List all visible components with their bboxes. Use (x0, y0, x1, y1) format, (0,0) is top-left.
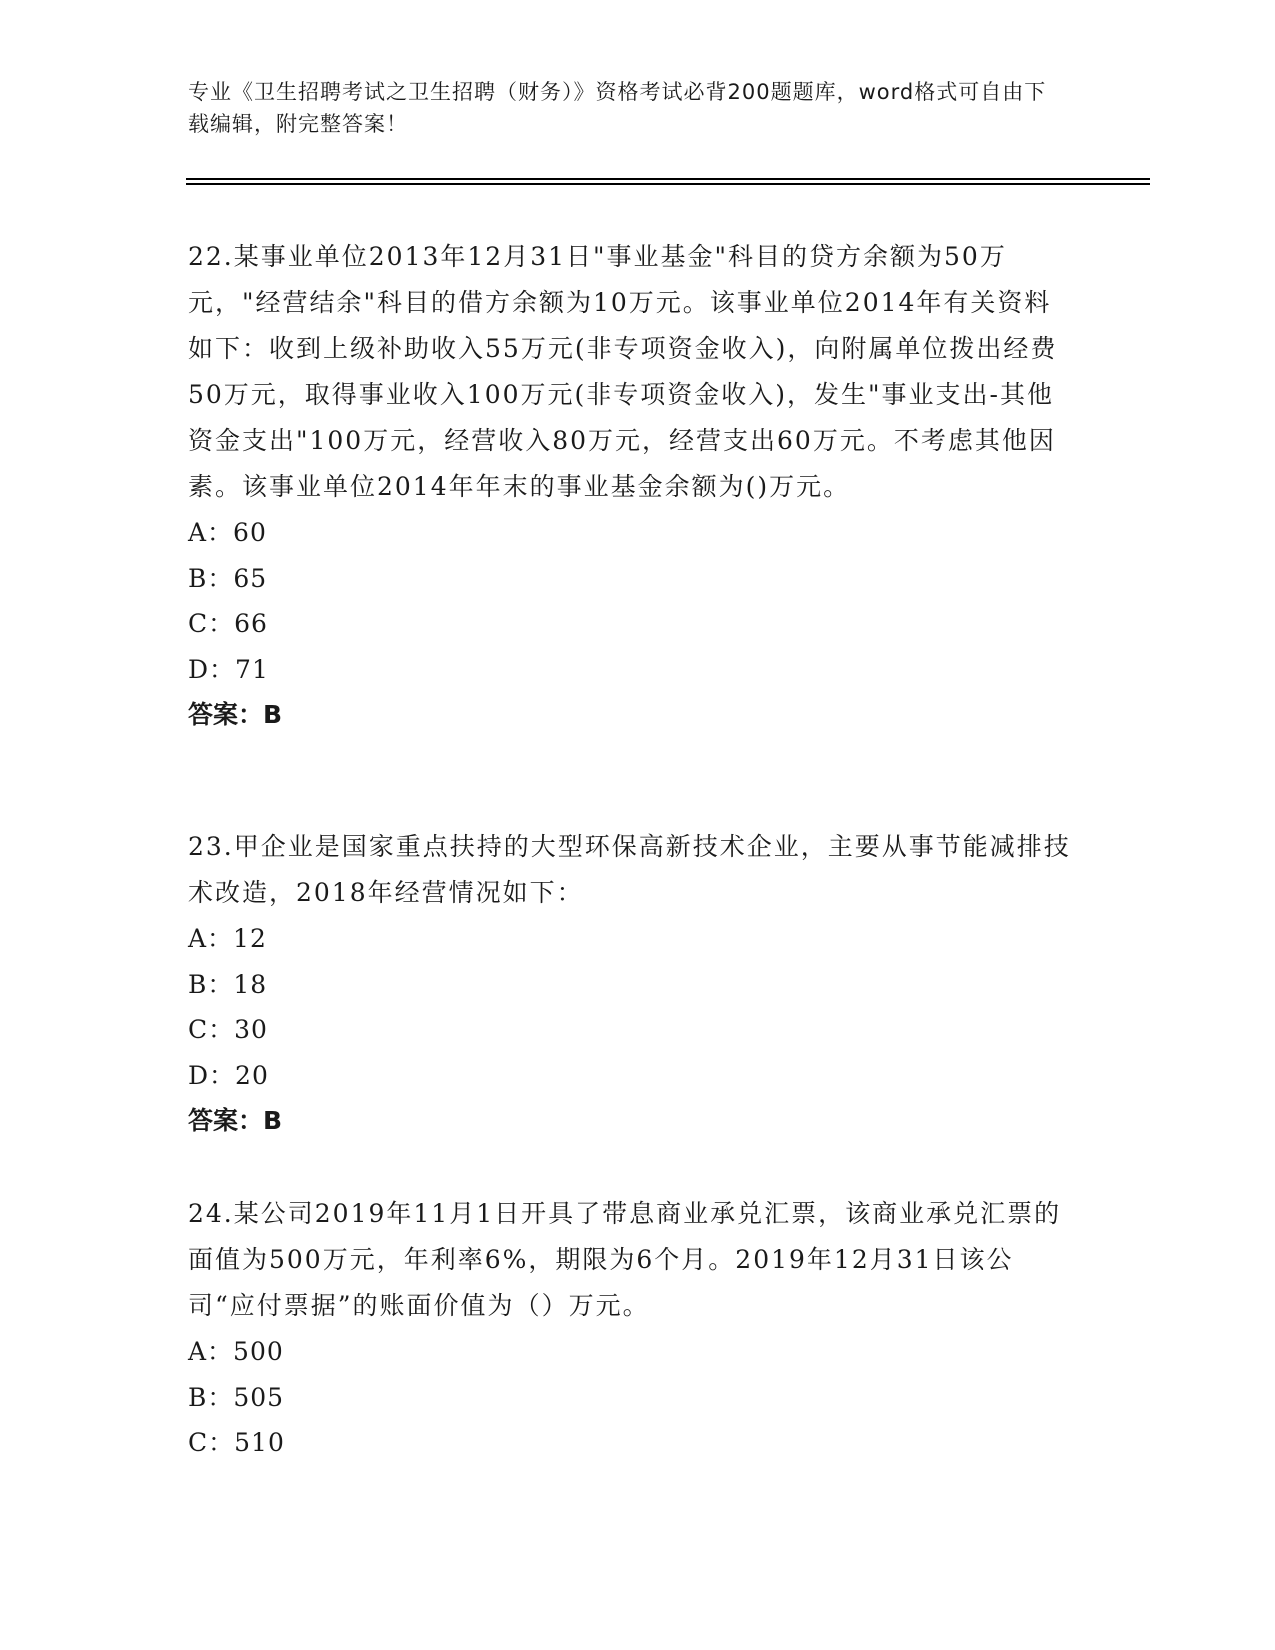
option-b: B：65 (188, 563, 268, 593)
header-divider-bottom (186, 183, 1150, 185)
option-a: A：60 (188, 518, 267, 547)
question-24 (188, 1191, 1078, 1466)
question-stem: 22.某事业单位2013年12月31日"事业基金"科目的贷方余额为50万元，"经营结余"科目的借方余额为10万元。该事业单位2014年有关资料如下：收到上级补助收入55万元(非专项资金收入)，向附属单位拨出经费50万元，取得事业收入100万元(非专项资金收入)，发生"事业支出-其他资金支出"100万元，经营收入80万元，经营支出60万元。不考虑其他因素。该事业单位2014年年末的事业基金余额为()万元。 (188, 242, 1058, 501)
option-d: D：71 (188, 654, 269, 684)
question-22 (188, 234, 1078, 738)
option-a: A：12 (188, 924, 267, 953)
option-d: D：20 (188, 1060, 269, 1090)
question-23 (188, 824, 1078, 1144)
answer-label: 答案：B (188, 700, 283, 729)
header-title: 专业《卫生招聘考试之卫生招聘（财务）》资格考试必背200题题库，word格式可自由下载编辑，附完整答案！ (188, 80, 1047, 136)
option-b: B：18 (188, 969, 268, 999)
option-a: A：500 (188, 1337, 284, 1366)
answer-label: 答案：B (188, 1106, 283, 1135)
document-header (188, 76, 1068, 140)
option-c: C：66 (188, 609, 268, 638)
option-c: C：30 (188, 1015, 268, 1044)
option-c: C：510 (188, 1428, 285, 1457)
option-b: B：505 (188, 1382, 285, 1412)
question-stem: 23.甲企业是国家重点扶持的大型环保高新技术企业，主要从事节能减排技术改造，2018年经营情况如下： (188, 832, 1071, 907)
question-stem: 24.某公司2019年11月1日开具了带息商业承兑汇票，该商业承兑汇票的面值为500万元，年利率6%，期限为6个月。2019年12月31日该公司“应付票据”的账面价值为（）万元。 (188, 1199, 1062, 1320)
header-divider-top (186, 178, 1150, 180)
